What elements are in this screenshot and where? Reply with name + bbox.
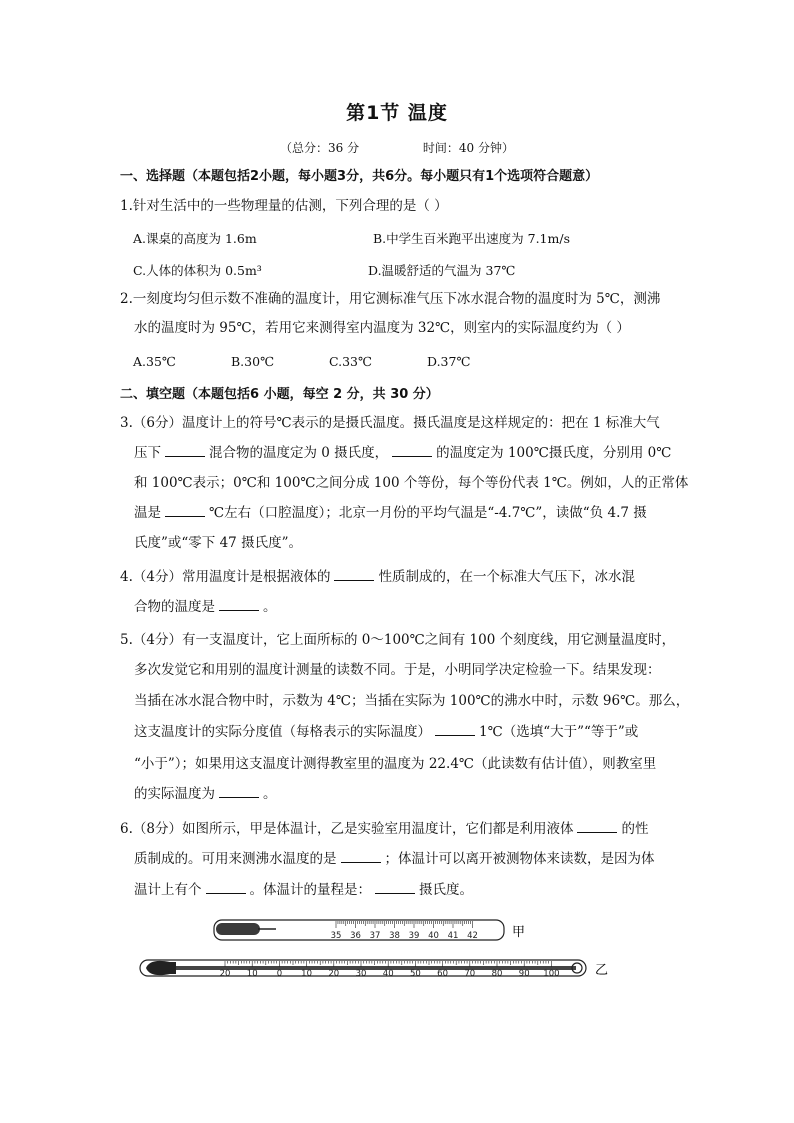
answer-blank[interactable] (219, 598, 259, 611)
q5-text-c: 的实际温度为 (134, 786, 215, 802)
q3-text-e: ℃左右（口腔温度）；北京一月份的平均气温是“-4.7℃”，读做“负 4.7 摄 (209, 505, 647, 521)
time-limit: 时间：40 分钟） (422, 141, 514, 155)
scale-tick-label: 20 (219, 969, 231, 979)
q3-text-b: 混合物的温度定为 0 摄氏度， (209, 445, 389, 461)
scale-tick-label: 41 (447, 931, 459, 941)
question-3-line-5: 氏度”或“零下 47 摄氏度”。 (134, 535, 302, 551)
scale-tick-label: 90 (518, 969, 530, 979)
exam-meta (0, 139, 794, 156)
question-3-line-1: 3.（6分）温度计上的符号℃表示的是摄氏温度。摄氏温度是这样规定的：把在 1 标准大气 (120, 415, 660, 431)
section-2-heading: 二、填空题（本题包括6 小题，每空 2 分，共 30 分） (120, 387, 439, 402)
question-6-line-1 (120, 815, 680, 845)
q6-text-g: 摄氏度。 (419, 882, 473, 898)
question-5-line-3: 当插在冰水混合物中时，示数为 4℃；当插在实际为 100℃的沸水中时，示数 96℃。那么， (134, 693, 690, 709)
q6-text-c: 质制成的。可用来测沸水温度的是 (134, 851, 337, 867)
scale-tick-label: 30 (355, 969, 367, 979)
total-score: （总分：36 分 (279, 141, 360, 155)
answer-blank[interactable] (577, 820, 617, 833)
scale-tick-label: 10 (301, 969, 313, 979)
question-5-line-2: 多次发觉它和用别的温度计测量的读数不同。于是，小明同学决定检验一下。结果发现： (134, 662, 661, 678)
q2-option-c: C.33℃ (329, 354, 372, 369)
scale-tick-label: 38 (389, 931, 400, 941)
scale-tick-label: 60 (437, 969, 449, 979)
q3-text-a: 压下 (134, 445, 161, 461)
q6-text-e: 温计上有个 (134, 882, 202, 898)
q1-option-a: A.课桌的高度为 1.6m (133, 231, 257, 246)
question-1-stem: 1.针对生活中的一些物理量的估测，下列合理的是（ ） (120, 198, 448, 214)
q4-text-a: 4.（4分）常用温度计是根据液体的 (120, 569, 331, 585)
section-1-heading: 一、选择题（本题包括2小题，每小题3分，共6分。每小题只有1个选项符合题意） (120, 169, 599, 184)
scale-tick-label: 50 (409, 969, 421, 979)
question-6-line-2 (120, 845, 694, 875)
q4-text-c: 合物的温度是 (134, 599, 215, 615)
scale-tick-label: 70 (464, 969, 476, 979)
lab-thermometer (140, 960, 586, 979)
answer-blank[interactable] (219, 785, 259, 798)
q2-option-d: D.37℃ (427, 354, 471, 369)
q4-text-b: 性质制成的，在一个标准大气压下，冰水混 (378, 569, 635, 585)
q1-option-b: B.中学生百米跑平出速度为 7.1m/s (373, 231, 570, 246)
answer-blank[interactable] (165, 444, 205, 457)
q5-text-b: 1℃（选填“大于”“等于”或 (479, 724, 639, 740)
thermometer-figure (0, 908, 794, 1008)
question-5-line-1: 5.（4分）有一支温度计，它上面所标的 0～100℃之间有 100 个刻度线，用它测量温度时， (120, 632, 676, 648)
scale-tick-label: 0 (276, 969, 283, 979)
page-title: 第1节 温度 (346, 102, 448, 124)
scale-tick-label: 40 (382, 969, 394, 979)
question-6-line-3 (120, 876, 694, 906)
scale-tick-label: 40 (428, 931, 439, 941)
question-5-line-4 (120, 718, 694, 748)
answer-blank[interactable] (392, 444, 432, 457)
scale-tick-label: 39 (408, 931, 420, 941)
q2-option-b: B.30℃ (231, 354, 275, 369)
q6-text-f: 。体温计的量程是： (249, 882, 371, 898)
question-3-line-3: 和 100℃表示；0℃和 100℃之间分成 100 个等份，每个等份代表 1℃。例如，人的正常体 (134, 475, 689, 491)
q5-text-a: 这支温度计的实际分度值（每格表示的实际温度） (134, 724, 431, 740)
q3-text-d: 温是 (134, 505, 161, 521)
scale-tick-label: 100 (543, 969, 560, 979)
scale-tick-label: 37 (369, 931, 381, 941)
q6-text-a: 6.（8分）如图所示，甲是体温计，乙是实验室用温度计，它们都是利用液体 (120, 821, 574, 837)
question-4-line-2 (120, 593, 694, 623)
scale-tick-label: 10 (246, 969, 258, 979)
scale-tick-label: 36 (350, 931, 361, 941)
answer-blank[interactable] (206, 881, 246, 894)
scale-tick-label: 35 (330, 931, 342, 941)
scale-tick-label: 20 (328, 969, 340, 979)
clinical-thermometer (214, 920, 504, 941)
question-2-line-2: 水的温度时为 95℃，若用它来测得室内温度为 32℃，则室内的实际温度约为（ ） (134, 320, 630, 336)
q6-text-d: ；体温计可以离开被测物体来读数，是因为体 (384, 851, 655, 867)
question-3-line-2 (120, 439, 694, 469)
question-5-line-6 (120, 780, 694, 810)
label-jia: 甲 (512, 925, 526, 940)
q1-option-c: C.人体的体积为 0.5m³ (133, 263, 262, 278)
answer-blank[interactable] (165, 504, 205, 517)
q3-text-c: 的温度定为 100℃摄氏度，分别用 0℃ (436, 445, 672, 461)
q6-text-b: 的性 (621, 821, 649, 837)
scale-tick-label: 42 (467, 931, 478, 941)
answer-blank[interactable] (435, 723, 475, 736)
q2-option-a: A.35℃ (133, 354, 176, 369)
scale-tick-label: 80 (491, 969, 503, 979)
answer-blank[interactable] (341, 850, 381, 863)
q4-text-d: 。 (263, 599, 277, 615)
question-3-line-4 (120, 499, 694, 529)
answer-blank[interactable] (375, 881, 415, 894)
q1-option-d: D.温暖舒适的气温为 37℃ (368, 263, 516, 278)
answer-blank[interactable] (334, 568, 374, 581)
question-2-line-1: 2.一刻度均匀但示数不准确的温度计，用它测标准气压下冰水混合物的温度时为 5℃，测沸 (120, 291, 661, 307)
question-4-line-1 (120, 563, 680, 593)
q5-text-d: 。 (263, 786, 277, 802)
question-5-line-5: “小于”）；如果用这支温度计测得教室里的温度为 22.4℃（此读数有估计值），则教室里 (134, 756, 657, 772)
label-yi: 乙 (595, 963, 609, 978)
